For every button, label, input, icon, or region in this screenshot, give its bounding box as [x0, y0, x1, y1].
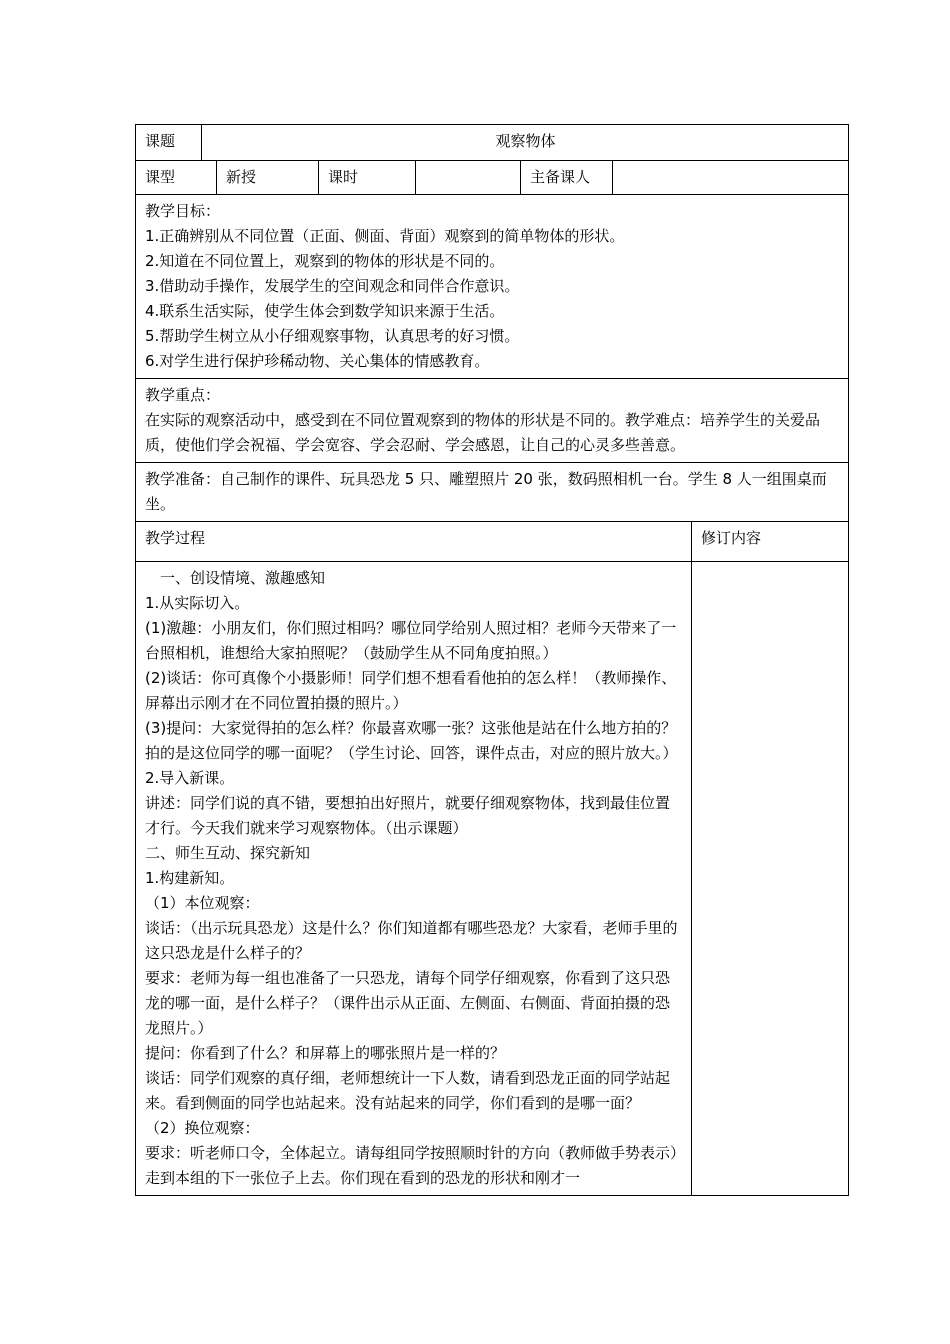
process-line: (3)提问：大家觉得拍的怎么样？你最喜欢哪一张？这张他是站在什么地方拍的？拍的是这位同学的哪一面呢？（学生讨论、回答，课件点击，对应的照片放大。）: [145, 719, 678, 762]
topic-row: [136, 125, 849, 161]
process-line: （2）换位观察：: [145, 1119, 260, 1137]
key-points-text: 在实际的观察活动中，感受到在不同位置观察到的物体的形状是不同的。教学难点：培养学生的关爱品质，使他们学会祝福、学会宽容、学会忍耐、学会感恩，让自己的心灵多些善意。: [145, 411, 821, 454]
process-line: 1.构建新知。: [145, 869, 235, 887]
process-line: 讲述：同学们说的真不错，要想拍出好照片，就要仔细观察物体，找到最佳位置才行。今天我们就来学习观察物体。（出示课题）: [145, 794, 671, 837]
objective-item: 2.知道在不同位置上，观察到的物体的形状是不同的。: [145, 252, 505, 270]
preparer-value: [613, 161, 849, 195]
preparation-row: [136, 463, 849, 522]
topic-value: 观察物体: [202, 125, 849, 161]
preparation-text: 教学准备：自己制作的课件、玩具恐龙 5 只、雕塑照片 20 张，数码照相机一台。学生 8 人一组围桌而坐。: [145, 470, 827, 513]
objective-item: 6.对学生进行保护珍稀动物、关心集体的情感教育。: [145, 352, 490, 370]
preparer-label: 主备课人: [521, 161, 613, 195]
objective-item: 4.联系生活实际，使学生体会到数学知识来源于生活。: [145, 302, 505, 320]
process-line: 谈话：（出示玩具恐龙）这是什么？你们知道都有哪些恐龙？大家看，老师手里的这只恐龙是什么样子的？: [145, 919, 678, 962]
key-points-heading: 教学重点：: [145, 386, 221, 404]
type-label: 课型: [136, 161, 217, 195]
process-line: 一、创设情境、激趣感知: [145, 569, 326, 587]
process-line: 要求：听老师口令，全体起立。请每组同学按照顺时针的方向（教师做手势表示）走到本组的下一张位子上去。你们现在看到的恐龙的形状和刚才一: [145, 1144, 678, 1187]
objectives-row: [136, 195, 849, 379]
preparation-cell: [136, 463, 849, 522]
process-body-row: [136, 562, 849, 1196]
process-header-row: [136, 522, 849, 562]
key-points-row: [136, 379, 849, 463]
type-row: [136, 161, 849, 195]
objective-item: 5.帮助学生树立从小仔细观察事物，认真思考的好习惯。: [145, 327, 520, 345]
process-line: 2.导入新课。: [145, 769, 235, 787]
key-points-cell: [136, 379, 849, 463]
process-line: 二、师生互动、探究新知: [145, 844, 311, 862]
process-line: (1)激趣：小朋友们，你们照过相吗？哪位同学给别人照过相？老师今天带来了一台照相机，谁想给大家拍照呢？（鼓励学生从不同角度拍照。）: [145, 619, 677, 662]
process-line: 提问：你看到了什么？和屏幕上的哪张照片是一样的？: [145, 1044, 506, 1062]
lesson-plan-table: [135, 124, 849, 1196]
process-line: (2)谈话：你可真像个小摄影师！同学们想不想看看他拍的怎么样！（教师操作、屏幕出示刚才在不同位置拍摄的照片。）: [145, 669, 677, 712]
revision-heading: 修订内容: [692, 522, 849, 562]
process-line: （1）本位观察：: [145, 894, 260, 912]
revision-content-cell: [692, 562, 849, 1196]
period-label: 课时: [319, 161, 416, 195]
process-line: 1.从实际切入。: [145, 594, 250, 612]
process-heading: 教学过程: [136, 522, 692, 562]
lesson-plan-page: [135, 124, 848, 1196]
process-line: 要求：老师为每一组也准备了一只恐龙，请每个同学仔细观察，你看到了这只恐龙的哪一面，是什么样子？（课件出示从正面、左侧面、右侧面、背面拍摄的恐龙照片。）: [145, 969, 671, 1037]
objective-item: 3.借助动手操作，发展学生的空间观念和同伴合作意识。: [145, 277, 520, 295]
process-line: 谈话：同学们观察的真仔细，老师想统计一下人数，请看到恐龙正面的同学站起来。看到侧面的同学也站起来。没有站起来的同学，你们看到的是哪一面？: [145, 1069, 671, 1112]
objective-item: 1.正确辨别从不同位置（正面、侧面、背面）观察到的简单物体的形状。: [145, 227, 625, 245]
objectives-cell: [136, 195, 849, 379]
type-value: 新授: [217, 161, 319, 195]
topic-label: 课题: [136, 125, 202, 161]
process-content-cell: [136, 562, 692, 1196]
objectives-heading: 教学目标：: [145, 202, 221, 220]
period-value: [416, 161, 521, 195]
